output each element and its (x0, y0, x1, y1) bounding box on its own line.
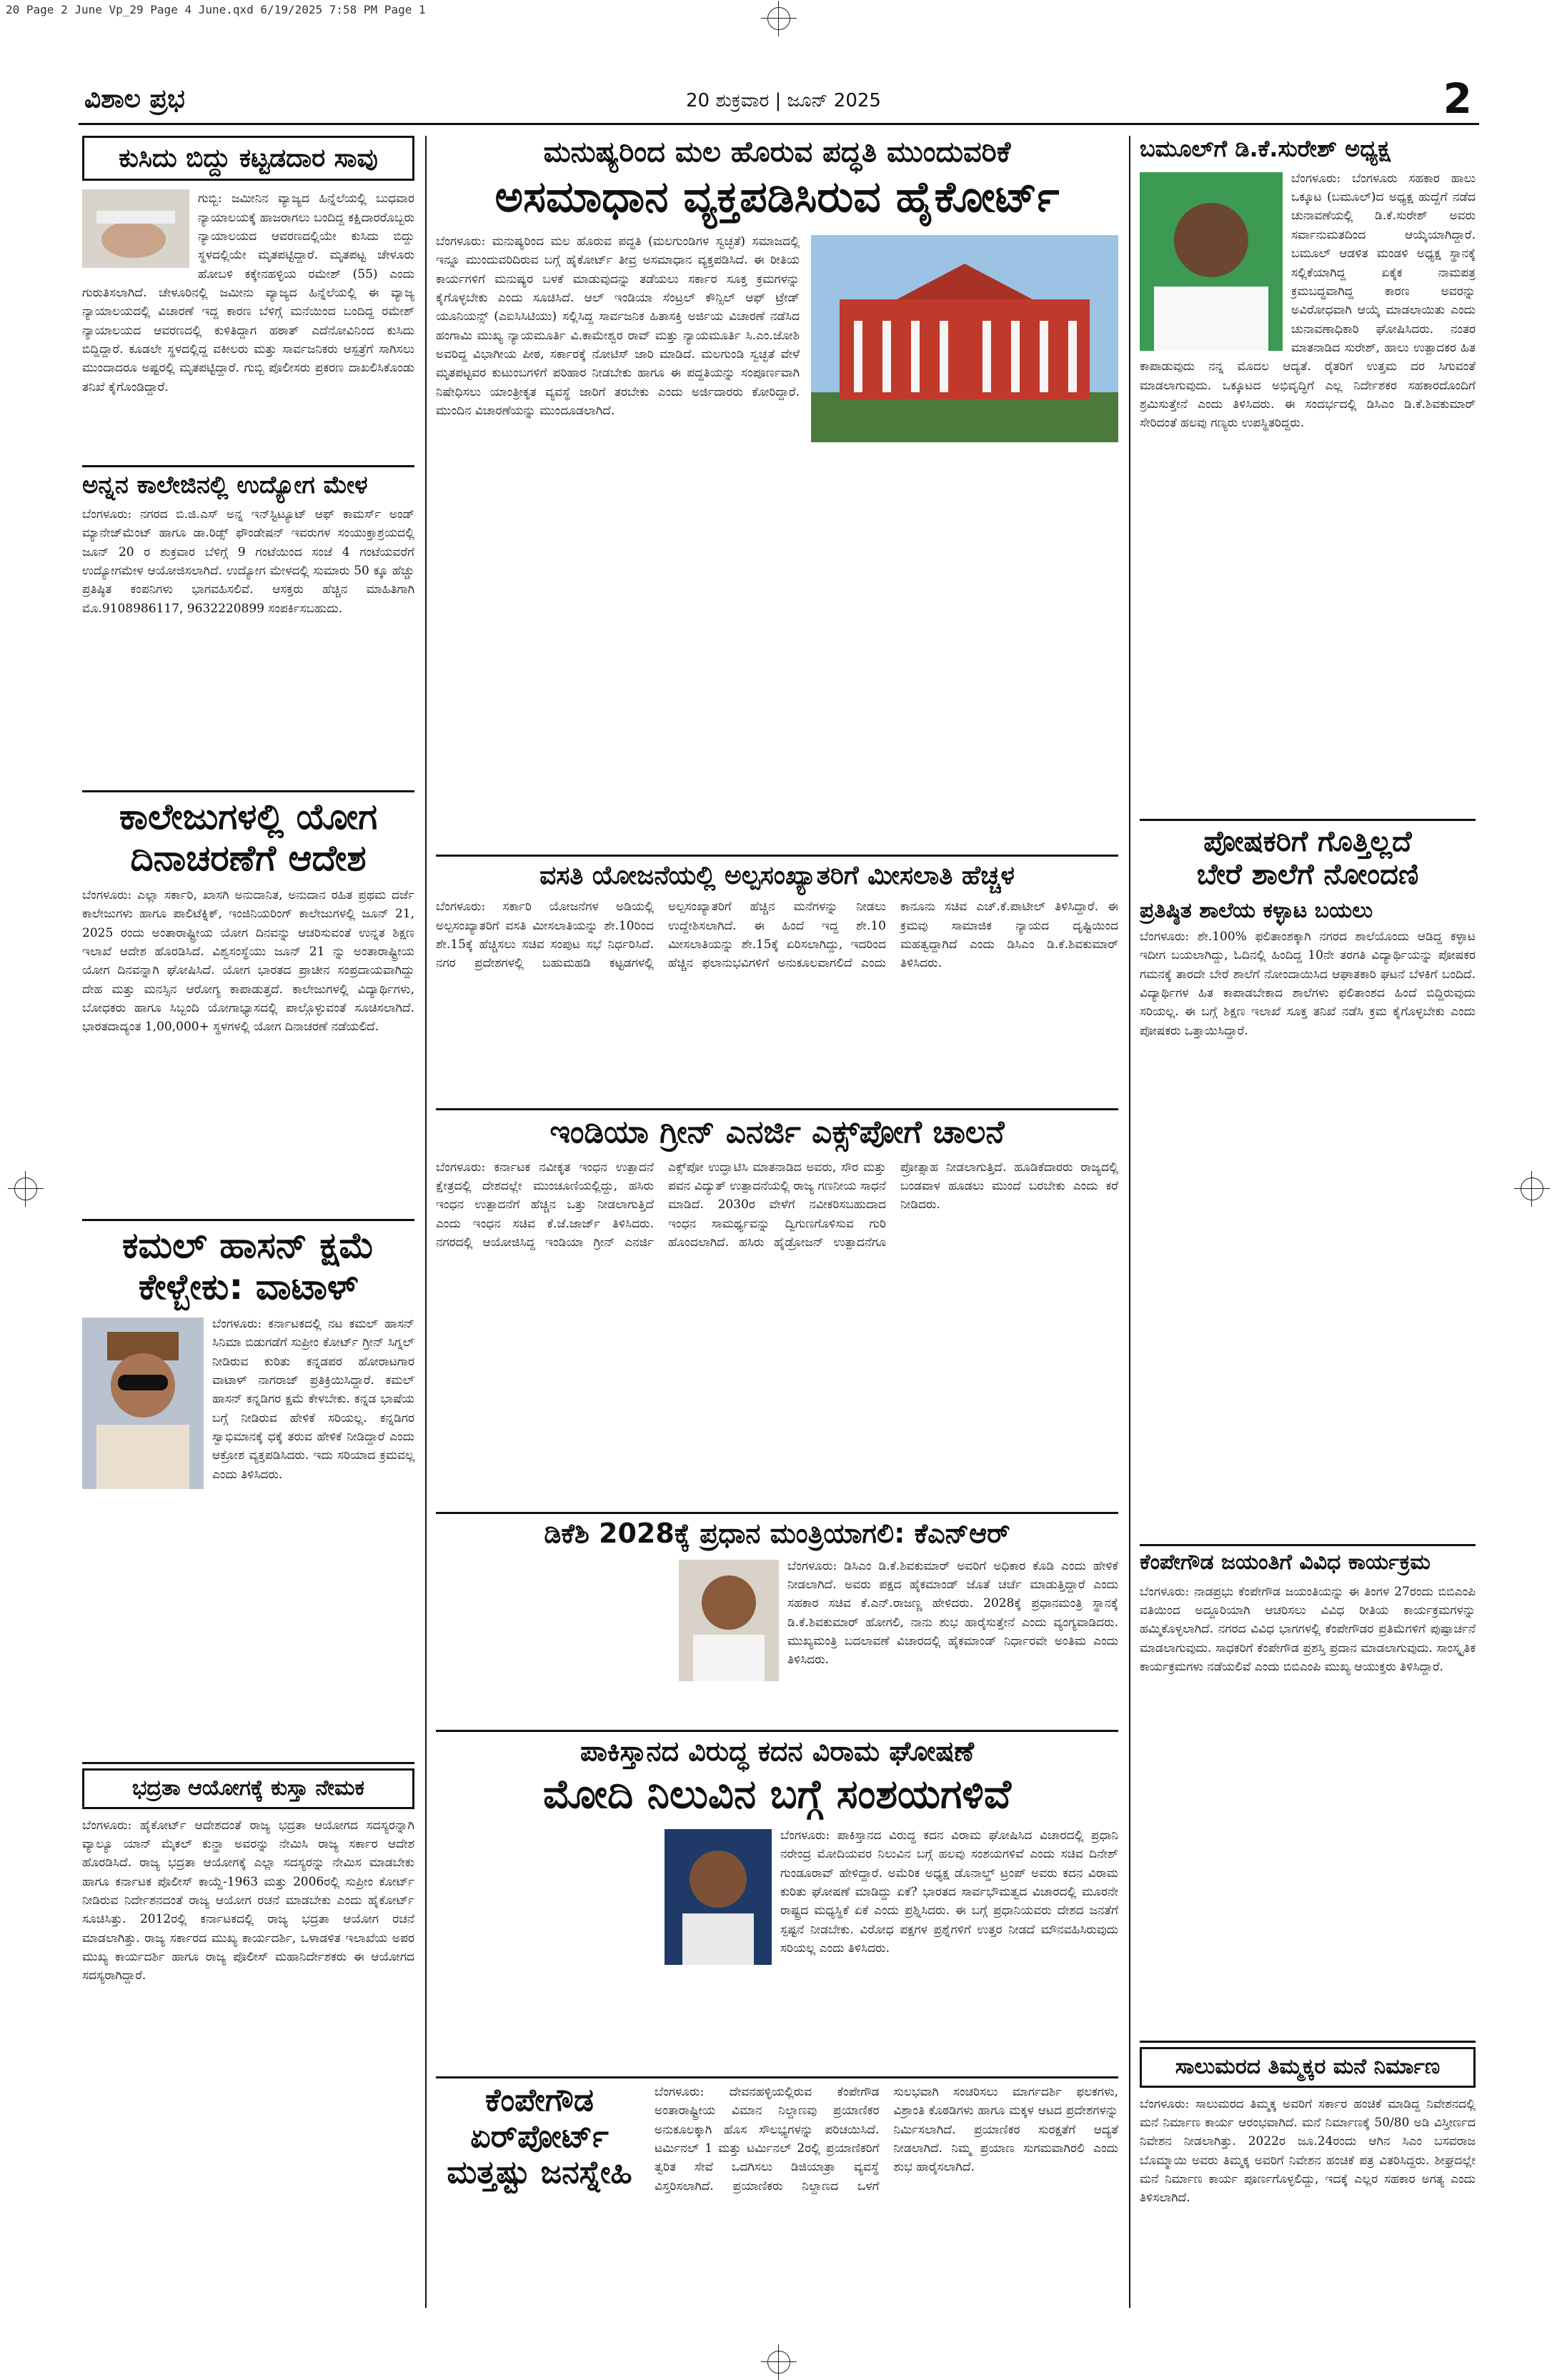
portrait-photo (1140, 172, 1283, 351)
news-photo (82, 189, 189, 268)
headline: ಕುಸಿದು ಬಿದ್ದು ಕಟ್ಟಡದಾರ ಸಾವು (82, 136, 414, 181)
article-dks-pm (436, 1518, 1118, 1726)
column-rule (1129, 136, 1130, 2308)
article-manual-scavenging (436, 136, 1118, 850)
headline: ವಸತಿ ಯೋಜನೆಯಲ್ಲಿ ಅಲ್ಪಸಂಖ್ಯಾತರಿಗೆ ಮೀಸಲಾತಿ ಹೆಚ್ಚಳ (539, 861, 1015, 890)
headline-line2: ಏರ್‌ಪೋರ್ಟ್ (470, 2118, 609, 2155)
headline-line1: ಕಾಲೇಜುಗಳಲ್ಲಿ ಯೋಗ (119, 797, 378, 837)
person-photo-icon (82, 1318, 204, 1489)
high-court-photo (811, 235, 1118, 442)
article-body: ಬೆಂಗಳೂರು: ಎಲ್ಲಾ ಸರ್ಕಾರಿ, ಖಾಸಗಿ ಅನುದಾನಿತ, ಅನುದಾನ ರಹಿತ ಪ್ರಥಮ ದರ್ಜೆ ಕಾಲೇಜುಗಳು ಹಾಗೂ ಪಾಲಿಟೆಕ್ನಿಕ್, ಇಂಜಿನಿಯರಿಂಗ್ ಕಾಲೇಜುಗಳಲ್ಲಿ ಜೂನ್ 21, 2025 ರಂದು ಅಂತಾರಾಷ್ಟ್ರೀಯ ಯೋಗ ದಿನವನ್ನು ಆಚರಿಸುವಂತೆ ಉನ್ನತ ಶಿಕ್ಷಣ ಇಲಾಖೆ ಆದೇಶ ಹೊರಡಿಸಿದೆ. ವಿಶ್ವಸಂಸ್ಥೆಯು ಜೂನ್ 21 ನ್ನು ಅಂತಾರಾಷ್ಟ್ರೀಯ ಯೋಗ ದಿನವನ್ನಾಗಿ ಘೋಷಿಸಿದೆ. ಯೋಗ ಭಾರತದ ಪ್ರಾಚೀನ ಸಂಪ್ರದಾಯವಾಗಿದ್ದು ದೇಹ ಮತ್ತು ಮನಸ್ಸಿನ ಆರೋಗ್ಯ ಕಾಪಾಡುತ್ತದೆ. ಕಾಲೇಜುಗಳಲ್ಲಿ ವಿದ್ಯಾರ್ಥಿಗಳು, ಬೋಧಕರು ಹಾಗೂ ಸಿಬ್ಬಂದಿ ಯೋಗಾಭ್ಯಾಸದಲ್ಲಿ ಪಾಲ್ಗೊಳ್ಳುವಂತೆ ಸೂಚಿಸಲಾಗಿದೆ. ಭಾರತದಾದ್ಯಂತ 1,00,000+ ಸ್ಥಳಗಳಲ್ಲಿ ಯೋಗ ದಿನಾಚರಣೆ ನಡೆಯಲಿದೆ. (82, 888, 414, 1035)
left-column (82, 136, 414, 2308)
article-body: ಬೆಂಗಳೂರು: ನಗರದ ಬಿ.ಜಿ.ಎಸ್ ಅನ್ನ ಇನ್‌ಸ್ಟಿಟ್ಯೂಟ್ ಆಫ್ ಕಾಮರ್ಸ್ ಅಂಡ್ ಮ್ಯಾನೇಜ್‌ಮೆಂಟ್ ಹಾಗೂ ಡಾ.ರಿಡ್ಸ್ ಫೌಂಡೇಷನ್ ಇವರುಗಳ ಸಂಯುಕ್ತಾಶ್ರಯದಲ್ಲಿ ಜೂನ್ 20 ರ ಶುಕ್ರವಾರ ಬೆಳಿಗ್ಗೆ 9 ಗಂಟೆಯಿಂದ ಸಂಜೆ 4 ಗಂಟೆಯವರೆಗೆ ಉದ್ಯೋಗಮೇಳ ಆಯೋಜಿಸಲಾಗಿದೆ. ಉದ್ಯೋಗ ಮೇಳದಲ್ಲಿ ಸುಮಾರು 50 ಕ್ಕೂ ಹೆಚ್ಚು ಪ್ರತಿಷ್ಠಿತ ಕಂಪನಿಗಳು ಭಾಗವಹಿಸಲಿವೆ. ಆಸಕ್ತರು ಹೆಚ್ಚಿನ ಮಾಹಿತಿಗಾಗಿ ಮೊ.9108986117, 9632220899 ಸಂಪರ್ಕಿಸಬಹುದು. (82, 507, 414, 616)
article-housing-reservation (436, 861, 1118, 1104)
kicker: ಪಾಕಿಸ್ತಾನದ ವಿರುದ್ಧ ಕದನ ವಿರಾಮ ಘೋಷಣೆ (580, 1736, 974, 1767)
article-school-registration (1140, 825, 1476, 1540)
section-divider (436, 1108, 1118, 1110)
article-body: ಬೆಂಗಳೂರು: ಪಾಕಿಸ್ತಾನದ ವಿರುದ್ಧ ಕದನ ವಿರಾಮ ಘೋಷಿಸಿದ ವಿಚಾರದಲ್ಲಿ ಪ್ರಧಾನಿ ನರೇಂದ್ರ ಮೋದಿಯವರ ನಿಲುವಿನ ಬಗ್ಗೆ ಹಲವು ಸಂಶಯಗಳಿವೆ ಎಂದು ಸಚಿವ ದಿನೇಶ್ ಗುಂಡೂರಾವ್ ಹೇಳಿದ್ದಾರೆ. ಅಮೆರಿಕ ಅಧ್ಯಕ್ಷ ಡೊನಾಲ್ಡ್ ಟ್ರಂಪ್ ಅವರು ಕದನ ವಿರಾಮ ಕುರಿತು ಘೋಷಣೆ ಮಾಡಿದ್ದು ಏಕೆ? ಭಾರತದ ಸಾರ್ವಭೌಮತ್ವದ ವಿಚಾರದಲ್ಲಿ ಮೂರನೇ ರಾಷ್ಟ್ರದ ಮಧ್ಯಸ್ಥಿಕೆ ಏಕೆ ಎಂದು ಪ್ರಶ್ನಿಸಿದರು. ಈ ಬಗ್ಗೆ ಪ್ರಧಾನಿಯವರು ದೇಶದ ಜನತೆಗೆ ಸ್ಪಷ್ಟನೆ ನೀಡಬೇಕು. ವಿರೋಧ ಪಕ್ಷಗಳ ಪ್ರಶ್ನೆಗಳಿಗೆ ಉತ್ತರ ನೀಡದೆ ಮೌನವಹಿಸಿರುವುದು ಸರಿಯಲ್ಲ ಎಂದು ತಿಳಿಸಿದರು. (780, 1828, 1118, 1956)
hand-photo-icon (82, 189, 189, 268)
article-ceasefire (436, 1736, 1118, 2072)
column-rule (425, 136, 427, 2308)
headline: ಇಂಡಿಯಾ ಗ್ರೀನ್ ಎನರ್ಜಿ ಎಕ್ಸ್‌ಪೋಗೆ ಚಾಲನೆ (549, 1115, 1005, 1150)
headline: ಡಿಕೆಶಿ 2028ಕ್ಕೆ ಪ್ರಧಾನ ಮಂತ್ರಿಯಾಗಲಿ: ಕೆಎನ್‌ಆರ್ (544, 1518, 1010, 1549)
article-body: ಗುಬ್ಬಿ: ಜಮೀನಿನ ವ್ಯಾಜ್ಯದ ಹಿನ್ನೆಲೆಯಲ್ಲಿ ಬುಧವಾರ ನ್ಯಾಯಾಲಯಕ್ಕೆ ಹಾಜರಾಗಲು ಬಂದಿದ್ದ ಕಕ್ಷಿದಾರರೊಬ್ಬರು ನ್ಯಾಯಾಲಯದ ಆವರಣದಲ್ಲಿಯೇ ಕುಸಿದು ಬಿದ್ದು ಸ್ಥಳದಲ್ಲಿಯೇ ಮೃತಪಟ್ಟಿದ್ದಾರೆ. ಮೃತಪಟ್ಟ ಚೇಳೂರು ಹೋಬಳಿ ಕಕ್ಕೇನಹಳ್ಳಿಯ ರಮೇಶ್ (55) ಎಂದು ಗುರುತಿಸಲಾಗಿದೆ. ಚೇಳೂರಿನಲ್ಲಿ ಜಮೀನು ವ್ಯಾಜ್ಯದ ಹಿನ್ನೆಲೆಯಲ್ಲಿ ಈ ವ್ಯಾಜ್ಯ ನ್ಯಾಯಾಲಯದಲ್ಲಿ ವಿಚಾರಣೆ ಇದ್ದ ಕಾರಣ ಬೆಳಿಗ್ಗೆ ಮನೆಯಿಂದ ಬಂದಿದ್ದ ರಮೇಶ್ ನ್ಯಾಯಾಲಯದ ಆವರಣದಲ್ಲಿ ಕುಳಿತಿದ್ದಾಗ ಹಠಾತ್ ಎದೆನೋವಿನಿಂದ ಕುಸಿದು ಬಿದ್ದಿದ್ದಾರೆ. ಕೂಡಲೇ ಸ್ಥಳದಲ್ಲಿದ್ದ ವಕೀಲರು ಮತ್ತು ಸಾರ್ವಜನಿಕರು ಆಸ್ಪತ್ರೆಗೆ ಸಾಗಿಸಲು ಮುಂದಾದರೂ ಅಷ್ಟರಲ್ಲಿ ಮೃತಪಟ್ಟಿದ್ದಾರೆ. ಗುಬ್ಬಿ ಪೊಲೀಸರು ಪ್ರಕರಣ ದಾಖಲಿಸಿಕೊಂಡು ತನಿಖೆ ಕೈಗೊಂಡಿದ್ದಾರೆ. (82, 191, 414, 394)
article-body: ಬೆಂಗಳೂರು: ಮನುಷ್ಯರಿಂದ ಮಲ ಹೊರುವ ಪದ್ಧತಿ (ಮಲಗುಂಡಿಗಳ ಸ್ವಚ್ಛತೆ) ಸಮಾಜದಲ್ಲಿ ಇನ್ನೂ ಮುಂದುವರಿದಿರುವ ಬಗ್ಗೆ ಹೈಕೋರ್ಟ್ ತೀವ್ರ ಅಸಮಾಧಾನ ವ್ಯಕ್ತಪಡಿಸಿದೆ. ಈ ರೀತಿಯ ಕಾರ್ಯಗಳಿಗೆ ಮನುಷ್ಯರ ಬಳಕೆ ಮಾಡುವುದನ್ನು ತಡೆಯಲು ಸರ್ಕಾರ ಸೂಕ್ತ ಕ್ರಮಗಳನ್ನು ಕೈಗೊಳ್ಳಬೇಕು ಎಂದು ಸೂಚಿಸಿದೆ. ಆಲ್ ಇಂಡಿಯಾ ಸೆಂಟ್ರಲ್ ಕೌನ್ಸಿಲ್ ಆಫ್ ಟ್ರೇಡ್ ಯೂನಿಯನ್ಸ್ (ಎಐಸಿಸಿಟಿಯು) ಸಲ್ಲಿಸಿದ್ದ ಸಾರ್ವಜನಿಕ ಹಿತಾಸಕ್ತಿ ಅರ್ಜಿಯ ವಿಚಾರಣೆ ನಡೆಸಿದ ಹಂಗಾಮಿ ಮುಖ್ಯ ನ್ಯಾಯಮೂರ್ತಿ ವಿ.ಕಾಮೇಶ್ವರ ರಾವ್ ಮತ್ತು ನ್ಯಾಯಮೂರ್ತಿ ಸಿ.ಎಂ.ಜೋಶಿ ಅವರಿದ್ದ ವಿಭಾಗೀಯ ಪೀಠ, ಸರ್ಕಾರಕ್ಕೆ ನೋಟಿಸ್ ಜಾರಿ ಮಾಡಿದೆ. ಮಲಗುಂಡಿ ಸ್ವಚ್ಛತೆ ವೇಳೆ ಮೃತಪಟ್ಟವರ ಕುಟುಂಬಗಳಿಗೆ ಪರಿಹಾರ ನೀಡಬೇಕು ಹಾಗೂ ಈ ಪದ್ಧತಿಯನ್ನು ಸಂಪೂರ್ಣವಾಗಿ ನಿಷೇಧಿಸಲು ಯಾಂತ್ರೀಕೃತ ವ್ಯವಸ್ಥೆ ಜಾರಿಗೆ ತರಬೇಕು ಎಂದು ಅರ್ಜಿದಾರರು ಕೋರಿದ್ದಾರೆ. ಮುಂದಿನ ವಿಚಾರಣೆಯನ್ನು ಮುಂದೂಡಲಾಗಿದೆ. (436, 234, 800, 419)
center-column (436, 136, 1118, 2308)
print-slug: 20 Page 2 June Vp_29 Page 4 June.qxd 6/19/2025 7:58 PM Page 1 (6, 3, 426, 16)
registration-mark-top (767, 7, 790, 30)
airport-headline-box (436, 2083, 643, 2308)
building-photo-icon (811, 235, 1118, 442)
article-kamal-haasan (82, 1225, 414, 1758)
article-body: ಬೆಂಗಳೂರು: ಹೈಕೋರ್ಟ್ ಆದೇಶದಂತೆ ರಾಜ್ಯ ಭದ್ರತಾ ಆಯೋಗದ ಸದಸ್ಯರನ್ನಾಗಿ ವ್ಯಾಲ್ಯೂ ಯಾನ್ ಮೈಕಲ್ ಕುನ್ಹಾ ಅವರನ್ನು ನೇಮಿಸಿ ರಾಜ್ಯ ಸರ್ಕಾರ ಆದೇಶ ಹೊರಡಿಸಿದೆ. ರಾಜ್ಯ ಭದ್ರತಾ ಆಯೋಗಕ್ಕೆ ಎಲ್ಲಾ ಸದಸ್ಯರನ್ನು ನೇಮಿಸ ಮಾಡಬೇಕು ಹಾಗೂ ಕರ್ನಾಟಕ ಪೊಲೀಸ್ ಕಾಯ್ದೆ-1963 ಮತ್ತು 2006ರಲ್ಲಿ ಸುಪ್ರೀಂ ಕೋರ್ಟ್ ನೀಡಿರುವ ನಿರ್ದೇಶನದಂತೆ ರಾಜ್ಯ ಆಯೋಗ ರಚನೆ ಮಾಡಬೇಕು ಎಂದು ಹೈಕೋರ್ಟ್ ಸೂಚಿಸಿತ್ತು. 2012ರಲ್ಲಿ ಕರ್ನಾಟಕದಲ್ಲಿ ರಾಜ್ಯ ಭದ್ರತಾ ಆಯೋಗ ರಚನೆ ಮಾಡಲಾಗಿತ್ತು. ರಾಜ್ಯ ಸರ್ಕಾರದ ಮುಖ್ಯ ಕಾರ್ಯದರ್ಶಿ, ಒಳಾಡಳಿತ ಇಲಾಖೆಯ ಅಪರ ಮುಖ್ಯ ಕಾರ್ಯದರ್ಶಿ ಹಾಗೂ ರಾಜ್ಯ ಪೊಲೀಸ್ ಮಹಾನಿರ್ದೇಶಕರು ಈ ಆಯೋಗದ ಸದಸ್ಯರಾಗಿದ್ದಾರೆ. (82, 1818, 414, 1983)
headline: ಸಾಲುಮರದ ತಿಮ್ಮಕ್ಕರ ಮನೆ ನಿರ್ಮಾಣ (1140, 2047, 1476, 2088)
page-number: 2 (1443, 74, 1472, 123)
right-column (1140, 136, 1476, 2308)
person-photo-icon (665, 1829, 772, 1965)
section-divider (1140, 819, 1476, 821)
article-kempegowda-jayanti (1140, 1550, 1476, 2036)
registration-mark-left (14, 1177, 37, 1200)
article-green-energy-expo (436, 1115, 1118, 1508)
headline: ಭದ್ರತಾ ಆಯೋಗಕ್ಕೆ ಕುಸ್ತಾ ನೇಮಕ (82, 1768, 414, 1809)
article-farmer-death (82, 136, 414, 461)
article-security-commission (82, 1768, 414, 2308)
portrait-photo (665, 1829, 772, 1965)
subheadline: ಪ್ರತಿಷ್ಠಿತ ಶಾಲೆಯ ಕಳ್ಳಾಟ ಬಯಲು (1140, 898, 1373, 923)
article-body: ಬೆಂಗಳೂರು: ದೇವನಹಳ್ಳಿಯಲ್ಲಿರುವ ಕೆಂಪೇಗೌಡ ಅಂತಾರಾಷ್ಟ್ರೀಯ ವಿಮಾನ ನಿಲ್ದಾಣವು ಪ್ರಯಾಣಿಕರ ಅನುಕೂಲಕ್ಕಾಗಿ ಹೊಸ ಸೌಲಭ್ಯಗಳನ್ನು ಪರಿಚಯಿಸಿದೆ. ಟರ್ಮಿನಲ್ 1 ಮತ್ತು ಟರ್ಮಿನಲ್ 2ರಲ್ಲಿ ಪ್ರಯಾಣಿಕರಿಗೆ ತ್ವರಿತ ಸೇವೆ ಒದಗಿಸಲು ಡಿಜಿಯಾತ್ರಾ ವ್ಯವಸ್ಥೆ ವಿಸ್ತರಿಸಲಾಗಿದೆ. ಪ್ರಯಾಣಿಕರು ನಿಲ್ದಾಣದ ಒಳಗೆ ಸುಲಭವಾಗಿ ಸಂಚರಿಸಲು ಮಾರ್ಗದರ್ಶಿ ಫಲಕಗಳು, ವಿಶ್ರಾಂತಿ ಕೊಠಡಿಗಳು ಹಾಗೂ ಮಕ್ಕಳ ಆಟದ ಪ್ರದೇಶಗಳನ್ನು ನಿರ್ಮಿಸಲಾಗಿದೆ. ಪ್ರಯಾಣಿಕರ ಸುರಕ್ಷತೆಗೆ ಆದ್ಯತೆ ನೀಡಲಾಗಿದೆ. ನಿಮ್ಮ ಪ್ರಯಾಣ ಸುಗಮವಾಗಿರಲಿ ಎಂದು ಶುಭ ಹಾರೈಸಲಾಗಿದೆ. (655, 2085, 1118, 2194)
kicker: ಮನುಷ್ಯರಿಂದ ಮಲ ಹೊರುವ ಪದ್ಧತಿ ಮುಂದುವರಿಕೆ (543, 136, 1011, 169)
section-divider (82, 1219, 414, 1221)
article-body: ಬೆಂಗಳೂರು: ಸಾಲುಮರದ ತಿಮ್ಮಕ್ಕ ಅವರಿಗೆ ಸರ್ಕಾರ ಹಂಚಿಕೆ ಮಾಡಿದ್ದ ನಿವೇಶನದಲ್ಲಿ ಮನೆ ನಿರ್ಮಾಣ ಕಾರ್ಯ ಆರಂಭವಾಗಿದೆ. ಮನೆ ನಿರ್ಮಾಣಕ್ಕೆ 50/80 ಅಡಿ ವಿಸ್ತೀರ್ಣದ ನಿವೇಶನ ನೀಡಲಾಗಿತ್ತು. 2022ರ ಜೂ.24ರಂದು ಆಗಿನ ಸಿಎಂ ಬಸವರಾಜ ಬೊಮ್ಮಾಯಿ ಅವರು ತಿಮ್ಮಕ್ಕ ಅವರಿಗೆ ನಿವೇಶನ ಹಂಚಿಕೆ ಪತ್ರ ವಿತರಿಸಿದ್ದರು. ಶೀಘ್ರದಲ್ಲೇ ಮನೆ ನಿರ್ಮಾಣ ಕಾರ್ಯ ಪೂರ್ಣಗೊಳ್ಳಲಿದ್ದು, ಇದಕ್ಕೆ ಎಲ್ಲರ ಸಹಕಾರ ಅಗತ್ಯ ಎಂದು ತಿಳಿಸಲಾಗಿದೆ. (1140, 2096, 1476, 2206)
headline: ಅನ್ನನ ಕಾಲೇಜಿನಲ್ಲಿ ಉದ್ಯೋಗ ಮೇಳ (82, 472, 368, 499)
article-body: ಬೆಂಗಳೂರು: ಕರ್ನಾಟಕ ನವೀಕೃತ ಇಂಧನ ಉತ್ಪಾದನೆ ಕ್ಷೇತ್ರದಲ್ಲಿ ದೇಶದಲ್ಲೇ ಮುಂಚೂಣಿಯಲ್ಲಿದ್ದು, ಹಸಿರು ಇಂಧನ ಉತ್ಪಾದನೆಗೆ ಹೆಚ್ಚಿನ ಒತ್ತು ನೀಡಲಾಗುತ್ತಿದೆ ಎಂದು ಇಂಧನ ಸಚಿವ ಕೆ.ಜೆ.ಜಾರ್ಜ್ ತಿಳಿಸಿದರು. ನಗರದಲ್ಲಿ ಆಯೋಜಿಸಿದ್ದ ಇಂಡಿಯಾ ಗ್ರೀನ್ ಎನರ್ಜಿ ಎಕ್ಸ್‌ಪೋ ಉದ್ಘಾಟಿಸಿ ಮಾತನಾಡಿದ ಅವರು, ಸೌರ ಮತ್ತು ಪವನ ವಿದ್ಯುತ್ ಉತ್ಪಾದನೆಯಲ್ಲಿ ರಾಜ್ಯ ಗಣನೀಯ ಸಾಧನೆ ಮಾಡಿದೆ. 2030ರ ವೇಳೆಗೆ ನವೀಕರಿಸಬಹುದಾದ ಇಂಧನ ಸಾಮರ್ಥ್ಯವನ್ನು ದ್ವಿಗುಣಗೊಳಿಸುವ ಗುರಿ ಹೊಂದಲಾಗಿದೆ. ಹಸಿರು ಹೈಡ್ರೋಜನ್ ಉತ್ಪಾದನೆಗೂ ಪ್ರೋತ್ಸಾಹ ನೀಡಲಾಗುತ್ತಿದೆ. ಹೂಡಿಕೆದಾರರು ರಾಜ್ಯದಲ್ಲಿ ಬಂಡವಾಳ ಹೂಡಲು ಮುಂದೆ ಬರಬೇಕು ಎಂದು ಕರೆ ನೀಡಿದರು. (436, 1160, 1118, 1250)
section-divider (436, 2076, 1118, 2078)
section-divider (436, 1512, 1118, 1514)
article-body: ಬೆಂಗಳೂರು: ಬೆಂಗಳೂರು ಸಹಕಾರ ಹಾಲು ಒಕ್ಕೂಟ (ಬಮೂಲ್)ದ ಅಧ್ಯಕ್ಷ ಹುದ್ದೆಗೆ ನಡೆದ ಚುನಾವಣೆಯಲ್ಲಿ ಡಿ.ಕೆ.ಸುರೇಶ್ ಅವರು ಸರ್ವಾನುಮತದಿಂದ ಆಯ್ಕೆಯಾಗಿದ್ದಾರೆ. ಬಮೂಲ್ ಆಡಳಿತ ಮಂಡಳಿ ಅಧ್ಯಕ್ಷ ಸ್ಥಾನಕ್ಕೆ ಸಲ್ಲಿಕೆಯಾಗಿದ್ದ ಏಕೈಕ ನಾಮಪತ್ರ ಕ್ರಮಬದ್ಧವಾಗಿದ್ದ ಕಾರಣ ಅವರನ್ನು ಅವಿರೋಧವಾಗಿ ಆಯ್ಕೆ ಮಾಡಲಾಯಿತು ಎಂದು ಚುನಾವಣಾಧಿಕಾರಿ ಘೋಷಿಸಿದರು. ನಂತರ ಮಾತನಾಡಿದ ಸುರೇಶ್, ಹಾಲು ಉತ್ಪಾದಕರ ಹಿತ ಕಾಪಾಡುವುದು ನನ್ನ ಮೊದಲ ಆದ್ಯತೆ. ರೈತರಿಗೆ ಉತ್ತಮ ದರ ಸಿಗುವಂತೆ ಮಾಡಲಾಗುವುದು. ಒಕ್ಕೂಟದ ಅಭಿವೃದ್ಧಿಗೆ ಎಲ್ಲ ನಿರ್ದೇಶಕರ ಸಹಕಾರದೊಂದಿಗೆ ಶ್ರಮಿಸುತ್ತೇನೆ ಎಂದು ತಿಳಿಸಿದರು. ಈ ಸಂದರ್ಭದಲ್ಲಿ ಡಿಸಿಎಂ ಡಿ.ಕೆ.ಶಿವಕುಮಾರ್ ಸೇರಿದಂತೆ ಹಲವು ಗಣ್ಯರು ಉಪಸ್ಥಿತರಿದ್ದರು. (1140, 171, 1476, 431)
article-airport (436, 2083, 1118, 2308)
article-body: ಬೆಂಗಳೂರು: ಡಿಸಿಎಂ ಡಿ.ಕೆ.ಶಿವಕುಮಾರ್ ಅವರಿಗೆ ಅಧಿಕಾರ ಕೊಡಿ ಎಂದು ಹೇಳಿಕೆ ನೀಡಲಾಗಿದೆ. ಅವರು ಪಕ್ಷದ ಹೈಕಮಾಂಡ್ ಜೊತೆ ಚರ್ಚೆ ಮಾಡುತ್ತಿದ್ದಾರೆ ಎಂದು ಸಹಕಾರ ಸಚಿವ ಕೆ.ಎನ್.ರಾಜಣ್ಣ ಹೇಳಿದರು. 2028ಕ್ಕೆ ಪ್ರಧಾನಮಂತ್ರಿ ಸ್ಥಾನಕ್ಕೆ ಡಿ.ಕೆ.ಶಿವಕುಮಾರ್ ಹೋಗಲಿ, ನಾನು ಶುಭ ಹಾರೈಸುತ್ತೇನೆ ಎಂದು ವ್ಯಂಗ್ಯವಾಡಿದರು. ಮುಖ್ಯಮಂತ್ರಿ ಬದಲಾವಣೆ ವಿಚಾರದಲ್ಲಿ ಹೈಕಮಾಂಡ್ ನಿರ್ಧಾರವೇ ಅಂತಿಮ ಎಂದು ತಿಳಿಸಿದರು. (787, 1558, 1118, 1668)
brand-title: ವಿಶಾಲ ಪ್ರಭ (84, 84, 185, 114)
headline: ಮೋದಿ ನಿಲುವಿನ ಬಗ್ಗೆ ಸಂಶಯಗಳಿವೆ (542, 1771, 1012, 1818)
article-thimmakka-house (1140, 2047, 1476, 2308)
person-photo-icon (1140, 172, 1283, 351)
headline-line1: ಪೋಷಕರಿಗೆ ಗೊತ್ತಿಲ್ಲದೆ (1203, 825, 1412, 858)
article-yoga-day (82, 797, 414, 1215)
article-bamul-president (1140, 136, 1476, 815)
section-divider (82, 1762, 414, 1764)
section-divider (82, 465, 414, 467)
headline-line2: ಬೇರೆ ಶಾಲೆಗೆ ನೋಂದಣಿ (1196, 858, 1419, 891)
registration-mark-right (1521, 1177, 1543, 1200)
section-divider (1140, 2041, 1476, 2043)
article-body: ಬೆಂಗಳೂರು: ನಾಡಪ್ರಭು ಕೆಂಪೇಗೌಡ ಜಯಂತಿಯನ್ನು ಈ ತಿಂಗಳ 27ರಂದು ಬಿಬಿಎಂಪಿ ವತಿಯಿಂದ ಅದ್ದೂರಿಯಾಗಿ ಆಚರಿಸಲು ವಿವಿಧ ರೀತಿಯ ಕಾರ್ಯಕ್ರಮಗಳನ್ನು ಹಮ್ಮಿಕೊಳ್ಳಲಾಗಿದೆ. ನಗರದ ವಿವಿಧ ಭಾಗಗಳಲ್ಲಿ ಕೆಂಪೇಗೌಡರ ಪ್ರತಿಮೆಗಳಿಗೆ ಪುಷ್ಪಾರ್ಚನೆ ಮಾಡಲಾಗುವುದು. ಸಾಧಕರಿಗೆ ಕೆಂಪೇಗೌಡ ಪ್ರಶಸ್ತಿ ಪ್ರದಾನ ಮಾಡಲಾಗುವುದು. ಸಾಂಸ್ಕೃತಿಕ ಕಾರ್ಯಕ್ರಮಗಳು ನಡೆಯಲಿವೆ ಎಂದು ಬಿಬಿಎಂಪಿ ಮುಖ್ಯ ಆಯುಕ್ತರು ತಿಳಿಸಿದ್ದಾರೆ. (1140, 1584, 1476, 1674)
registration-mark-bottom (767, 2351, 790, 2374)
dateline: 20 ಶುಕ್ರವಾರ | ಜೂನ್ 2025 (686, 90, 881, 111)
masthead (79, 74, 1479, 125)
headline-line1: ಕಮಲ್ ಹಾಸನ್ ಕ್ಷಮೆ (122, 1225, 374, 1266)
headline-line2: ಕೇಳ್ಬೇಕು: ವಾಟಾಳ್ (138, 1265, 359, 1308)
headline: ಕೆಂಪೇಗೌಡ ಜಯಂತಿಗೆ ವಿವಿಧ ಕಾರ್ಯಕ್ರಮ (1140, 1550, 1431, 1575)
section-divider (436, 1730, 1118, 1732)
article-body: ಬೆಂಗಳೂರು: ಕರ್ನಾಟಕದಲ್ಲಿ ನಟ ಕಮಲ್ ಹಾಸನ್ ಸಿನಿಮಾ ಬಿಡುಗಡೆಗೆ ಸುಪ್ರೀಂ ಕೋರ್ಟ್ ಗ್ರೀನ್ ಸಿಗ್ನಲ್ ನೀಡಿರುವ ಕುರಿತು ಕನ್ನಡಪರ ಹೋರಾಟಗಾರ ವಾಟಾಳ್ ನಾಗರಾಜ್ ಪ್ರತಿಕ್ರಿಯಿಸಿದ್ದಾರೆ. ಕಮಲ್ ಹಾಸನ್ ಕನ್ನಡಿಗರ ಕ್ಷಮೆ ಕೇಳಬೇಕು. ಕನ್ನಡ ಭಾಷೆಯ ಬಗ್ಗೆ ನೀಡಿರುವ ಹೇಳಿಕೆ ಸರಿಯಲ್ಲ. ಕನ್ನಡಿಗರ ಸ್ವಾಭಿಮಾನಕ್ಕೆ ಧಕ್ಕೆ ತರುವ ಹೇಳಿಕೆ ನೀಡಿದ್ದಾರೆ ಎಂದು ಆಕ್ರೋಶ ವ್ಯಕ್ತಪಡಿಸಿದರು. ಇದು ಸರಿಯಾದ ಕ್ರಮವಲ್ಲ ಎಂದು ತಿಳಿಸಿದರು. (212, 1317, 414, 1482)
section-divider (436, 855, 1118, 857)
headline: ಬಮೂಲ್‌ಗೆ ಡಿ.ಕೆ.ಸುರೇಶ್ ಅಧ್ಯಕ್ಷ (1140, 136, 1391, 162)
headline-line2: ದಿನಾಚರಣೆಗೆ ಆದೇಶ (130, 837, 367, 879)
article-body: ಬೆಂಗಳೂರು: ಸರ್ಕಾರಿ ಯೋಜನೆಗಳ ಅಡಿಯಲ್ಲಿ ಅಲ್ಪಸಂಖ್ಯಾತರಿಗೆ ವಸತಿ ಮೀಸಲಾತಿಯನ್ನು ಶೇ.10ರಿಂದ ಶೇ.15ಕ್ಕೆ ಹೆಚ್ಚಿಸಲು ಸಚಿವ ಸಂಪುಟ ಸಭೆ ನಿರ್ಧರಿಸಿದೆ. ನಗರ ಪ್ರದೇಶಗಳಲ್ಲಿ ಬಹುಮಹಡಿ ಕಟ್ಟಡಗಳಲ್ಲಿ ಅಲ್ಪಸಂಖ್ಯಾತರಿಗೆ ಹೆಚ್ಚಿನ ಮನೆಗಳನ್ನು ನೀಡಲು ಉದ್ದೇಶಿಸಲಾಗಿದೆ. ಈ ಹಿಂದೆ ಇದ್ದ ಶೇ.10 ಮೀಸಲಾತಿಯನ್ನು ಶೇ.15ಕ್ಕೆ ಏರಿಸಲಾಗಿದ್ದು, ಇದರಿಂದ ಹೆಚ್ಚಿನ ಫಲಾನುಭವಿಗಳಿಗೆ ಅನುಕೂಲವಾಗಲಿದೆ ಎಂದು ಕಾನೂನು ಸಚಿವ ಎಚ್.ಕೆ.ಪಾಟೀಲ್ ತಿಳಿಸಿದ್ದಾರೆ. ಈ ಕ್ರಮವು ಸಾಮಾಜಿಕ ನ್ಯಾಯದ ದೃಷ್ಟಿಯಿಂದ ಮಹತ್ವದ್ದಾಗಿದೆ ಎಂದು ಡಿಸಿಎಂ ಡಿ.ಕೆ.ಶಿವಕುಮಾರ್ ತಿಳಿಸಿದರು. (436, 900, 1118, 971)
portrait-photo (679, 1560, 779, 1681)
article-body: ಬೆಂಗಳೂರು: ಶೇ.100% ಫಲಿತಾಂಶಕ್ಕಾಗಿ ನಗರದ ಶಾಲೆಯೊಂದು ಆಡಿದ್ದ ಕಳ್ಳಾಟ ಇದೀಗ ಬಯಲಾಗಿದ್ದು, ಓದಿನಲ್ಲಿ ಹಿಂದಿದ್ದ 10ನೇ ತರಗತಿ ವಿದ್ಯಾರ್ಥಿಯನ್ನು ಪೋಷಕರ ಗಮನಕ್ಕೆ ತಾರದೇ ಬೇರೆ ಶಾಲೆಗೆ ನೋಂದಾಯಿಸಿದ ಆಘಾತಕಾರಿ ಘಟನೆ ಬೆಳಕಿಗೆ ಬಂದಿದೆ. ವಿದ್ಯಾರ್ಥಿಗಳ ಹಿತ ಕಾಪಾಡಬೇಕಾದ ಶಾಲೆಗಳು ಫಲಿತಾಂಶದ ಹಿಂದೆ ಬಿದ್ದಿರುವುದು ಸರಿಯಲ್ಲ. ಈ ಬಗ್ಗೆ ಶಿಕ್ಷಣ ಇಲಾಖೆ ಸೂಕ್ತ ತನಿಖೆ ನಡೆಸಿ ಕ್ರಮ ಕೈಗೊಳ್ಳಬೇಕು ಎಂದು ಪೋಷಕರು ಒತ್ತಾಯಿಸಿದ್ದಾರೆ. (1140, 930, 1476, 1038)
section-divider (82, 790, 414, 792)
portrait-photo (82, 1318, 204, 1489)
headline-line3: ಮತ್ತಷ್ಟು ಜನಸ್ನೇಹಿ (447, 2154, 632, 2191)
lead-headline: ಅಸಮಾಧಾನ ವ್ಯಕ್ತಪಡಿಸಿರುವ ಹೈಕೋರ್ಟ್ (494, 172, 1060, 222)
article-job-fair (82, 472, 414, 786)
headline-line1: ಕೆಂಪೇಗೌಡ (485, 2083, 594, 2118)
section-divider (1140, 1544, 1476, 1546)
person-photo-icon (679, 1560, 779, 1681)
